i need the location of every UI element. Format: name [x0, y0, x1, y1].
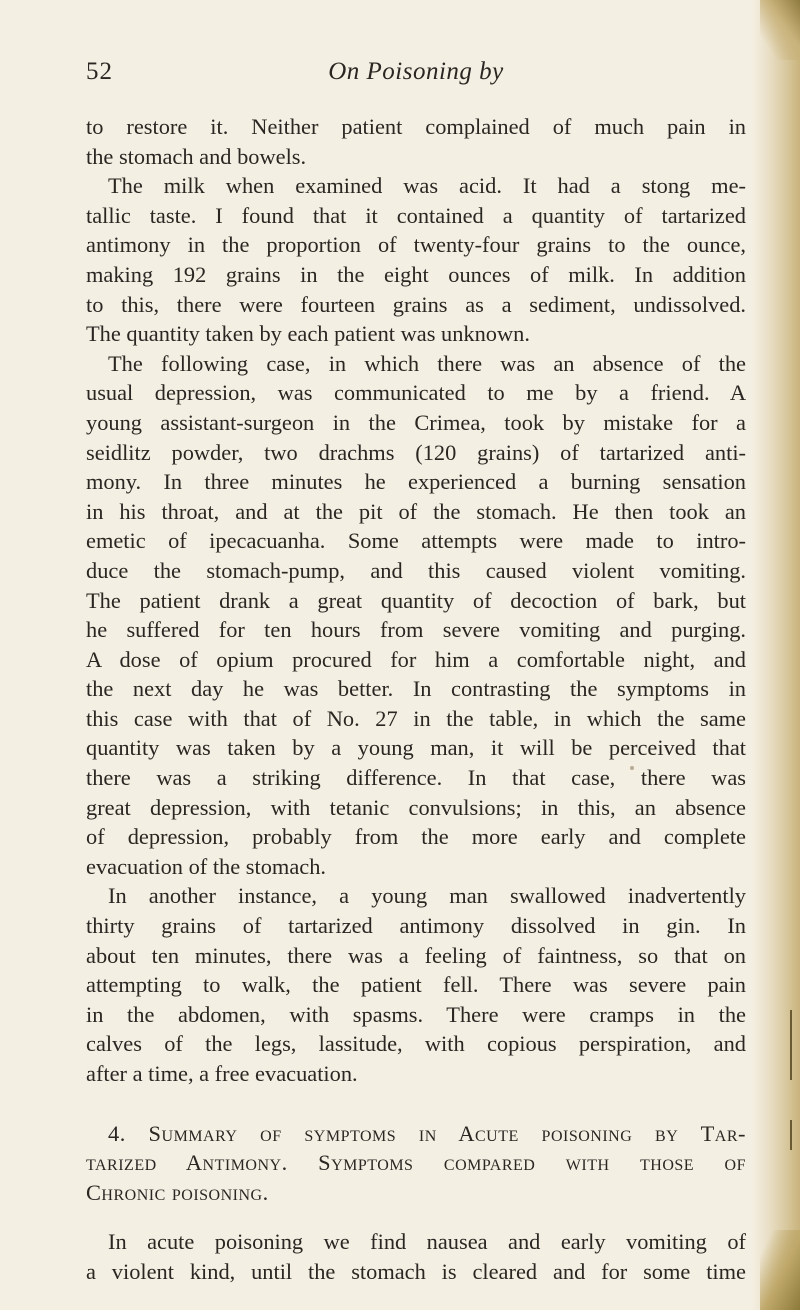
section-heading-line: Chronic poisoning.	[86, 1179, 269, 1205]
text-line: tallic taste. I found that it contained a quantity of tartarized	[86, 202, 746, 228]
text-line: usual depression, was communicated to me by a friend. A	[86, 380, 746, 406]
text-line: emetic of ipecacuanha. Some attempts were made to intro-	[86, 528, 746, 554]
section-heading-line: 4. Summary of symptoms in Acute poisoning by Tar-	[108, 1120, 746, 1146]
section-gap	[86, 1089, 746, 1119]
text-line: to restore it. Neither patient complained of much pain in	[86, 114, 746, 139]
text-line: In another instance, a young man swallowed inadvertently	[108, 883, 746, 909]
text-line: thirty grains of tartarized antimony dissolved in gin. In	[86, 913, 746, 939]
text-line: of depression, probably from the more early and complete	[86, 824, 746, 850]
text-line: A dose of opium procured for him a comfortable night, and	[86, 646, 746, 672]
text-line: making 192 grains in the eight ounces of milk. In addition	[86, 261, 746, 287]
text-line: seidlitz powder, two drachms (120 grains) of tartarized anti-	[86, 439, 746, 465]
section-heading-line: tarized Antimony. Symptoms compared with those of	[86, 1150, 746, 1176]
text-line: The quantity taken by each patient was unknown.	[86, 321, 530, 347]
section-heading	[86, 1119, 746, 1208]
text-line: the next day he was better. In contrasting the symptoms in	[86, 676, 746, 702]
text-line: The patient drank a great quantity of decoction of bark, but	[86, 587, 746, 613]
text-line: after a time, a free evacuation.	[86, 1061, 358, 1086]
text-line: in the abdomen, with spasms. There were cramps in the	[86, 1001, 746, 1027]
page-header	[86, 58, 746, 90]
running-head: On Poisoning by	[328, 58, 504, 85]
text-line: he suffered for ten hours from severe vomiting and purging.	[86, 617, 746, 643]
text-line: antimony in the proportion of twenty-four grains to the ounce,	[86, 232, 746, 258]
text-line: attempting to walk, the patient fell. There was severe pain	[86, 972, 746, 998]
text-line: In acute poisoning we find nausea and early vomiting of	[108, 1229, 746, 1255]
text-line: mony. In three minutes he experienced a burning sensation	[86, 469, 746, 495]
text-line: evacuation of the stomach.	[86, 853, 326, 879]
text-line: a violent kind, until the stomach is cleared and for some time	[86, 1258, 746, 1284]
text-line: the stomach and bowels.	[86, 143, 307, 169]
text-line: young assistant-surgeon in the Crimea, took by mistake for a	[86, 409, 746, 435]
text-line: The milk when examined was acid. It had a stong me-	[108, 173, 746, 199]
page-corner-bottom	[760, 1230, 800, 1310]
page-body	[86, 112, 746, 1287]
text-line: calves of the legs, lassitude, with copious perspiration, and	[86, 1031, 746, 1057]
text-line: about ten minutes, there was a feeling of faintness, so that on	[86, 942, 746, 968]
edge-mark	[790, 1010, 792, 1080]
text-line: The following case, in which there was an absence of the	[108, 350, 746, 376]
page-number: 52	[86, 58, 113, 85]
section-gap	[86, 1207, 746, 1227]
page-corner-top	[760, 0, 800, 60]
text-line: in his throat, and at the pit of the stomach. He then took an	[86, 498, 746, 524]
text-line: great depression, with tetanic convulsions; in this, an absence	[86, 794, 746, 820]
page-edge-shadow	[752, 0, 800, 1310]
text-line: quantity was taken by a young man, it will be perceived that	[86, 735, 746, 761]
text-line: to this, there were fourteen grains as a sediment, undissolved.	[86, 291, 746, 317]
edge-mark	[790, 1120, 792, 1150]
text-line: there was a striking difference. In that case, there was	[86, 765, 746, 791]
text-line: this case with that of No. 27 in the table, in which the same	[86, 705, 746, 731]
text-line: duce the stomach-pump, and this caused violent vomiting.	[86, 557, 746, 583]
